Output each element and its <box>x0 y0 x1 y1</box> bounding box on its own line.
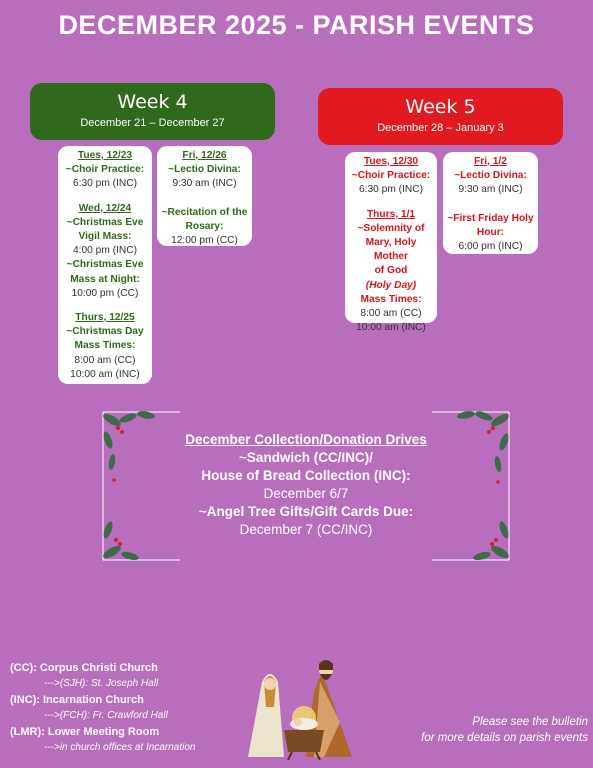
event-title: ~Lectio Divina: <box>454 170 527 182</box>
event-time: 10:00 am (INC) <box>356 322 426 334</box>
week-4-events-card-1 <box>58 146 152 384</box>
event-time: 6:30 pm (INC) <box>359 184 423 196</box>
holy-day-label: (Holy Day) <box>365 279 417 291</box>
note-line: Please see the bulletin <box>472 716 588 728</box>
event-time: 8:00 am (CC) <box>360 308 422 320</box>
event-date: Tues, 12/30 <box>363 156 419 167</box>
legend-item: (INC): Incarnation Church <box>10 694 144 706</box>
legend-subitem: --->in church offices at Incarnation <box>44 742 196 753</box>
legend-item: (LMR): Lower Meeting Room <box>10 726 160 738</box>
event-title: Mass Times: <box>360 293 422 305</box>
event-time: 12:00 pm (CC) <box>171 235 238 247</box>
week-5-label: Week 5 <box>405 96 476 118</box>
week-4-header <box>30 83 275 140</box>
event-date: Thurs, 1/1 <box>366 208 416 220</box>
event-title: Rosary: <box>185 220 224 232</box>
donation-heading: December Collection/Donation Drives <box>185 432 427 447</box>
event-title: ~Choir Practice: <box>351 170 431 182</box>
week-5-range: December 28 – January 3 <box>377 122 504 134</box>
event-time: 6:00 pm (INC) <box>458 241 523 253</box>
event-title: ~Solemnity of <box>357 222 425 234</box>
event-date: Thurs, 12/25 <box>75 312 135 324</box>
event-time: 10:00 am (INC) <box>70 368 140 380</box>
location-legend <box>10 660 195 756</box>
nativity-illustration <box>244 652 364 762</box>
event-title: Mass at Night: <box>70 273 140 285</box>
page-title: DECEMBER 2025 - PARISH EVENTS <box>58 10 535 40</box>
event-title: Mass Times: <box>74 340 136 352</box>
event-time: 9:30 am (INC) <box>458 184 523 196</box>
event-time: 6:30 pm (INC) <box>73 178 137 190</box>
event-title: ~Christmas Eve <box>66 259 144 271</box>
donation-date: December 7 (CC/INC) <box>239 522 373 537</box>
week-4-label: Week 4 <box>117 91 188 113</box>
event-title: Mary, Holy Mother <box>365 237 417 263</box>
bulletin-note <box>372 714 588 746</box>
event-title: ~Christmas Eve <box>66 216 144 228</box>
legend-subitem: --->(FCH): Fr. Crawford Hall <box>44 710 168 721</box>
event-title: ~Choir Practice: <box>65 164 145 176</box>
event-title: ~First Friday Holy <box>447 212 534 224</box>
event-title: of God <box>374 265 408 277</box>
donation-line: House of Bread Collection (INC): <box>201 468 411 483</box>
event-title: Vigil Mass: <box>78 231 132 243</box>
donation-line: ~Angel Tree Gifts/Gift Cards Due: <box>198 504 414 519</box>
donation-line: ~Sandwich (CC/INC)/ <box>239 450 373 465</box>
event-title: Hour: <box>476 226 505 238</box>
event-date: Fri, 12/26 <box>182 150 227 161</box>
legend-item: (CC): Corpus Christi Church <box>10 662 158 674</box>
donation-drives-box <box>100 410 512 562</box>
event-time: 9:30 am (INC) <box>172 178 237 190</box>
donation-date: December 6/7 <box>263 486 349 501</box>
event-date: Tues, 12/23 <box>77 150 133 161</box>
week-4-events-card-2 <box>157 146 252 246</box>
event-time: 4:00 pm (INC) <box>73 245 137 257</box>
event-date: Fri, 1/2 <box>474 156 507 167</box>
event-time: 8:00 am (CC) <box>74 354 136 366</box>
legend-subitem: --->(SJH): St. Joseph Hall <box>44 678 159 689</box>
week-4-range: December 21 – December 27 <box>80 117 225 129</box>
event-title: ~Christmas Day <box>66 326 144 338</box>
week-5-events-card-2 <box>443 152 538 254</box>
event-time: 10:00 pm (CC) <box>71 287 139 299</box>
week-5-header <box>318 88 563 145</box>
week-5-events-card-1 <box>345 152 437 334</box>
note-line: for more details on parish events <box>421 732 588 744</box>
event-title: ~Recitation of the <box>161 206 248 218</box>
event-title: ~Lectio Divina: <box>168 164 241 176</box>
event-date: Wed, 12/24 <box>78 202 132 214</box>
